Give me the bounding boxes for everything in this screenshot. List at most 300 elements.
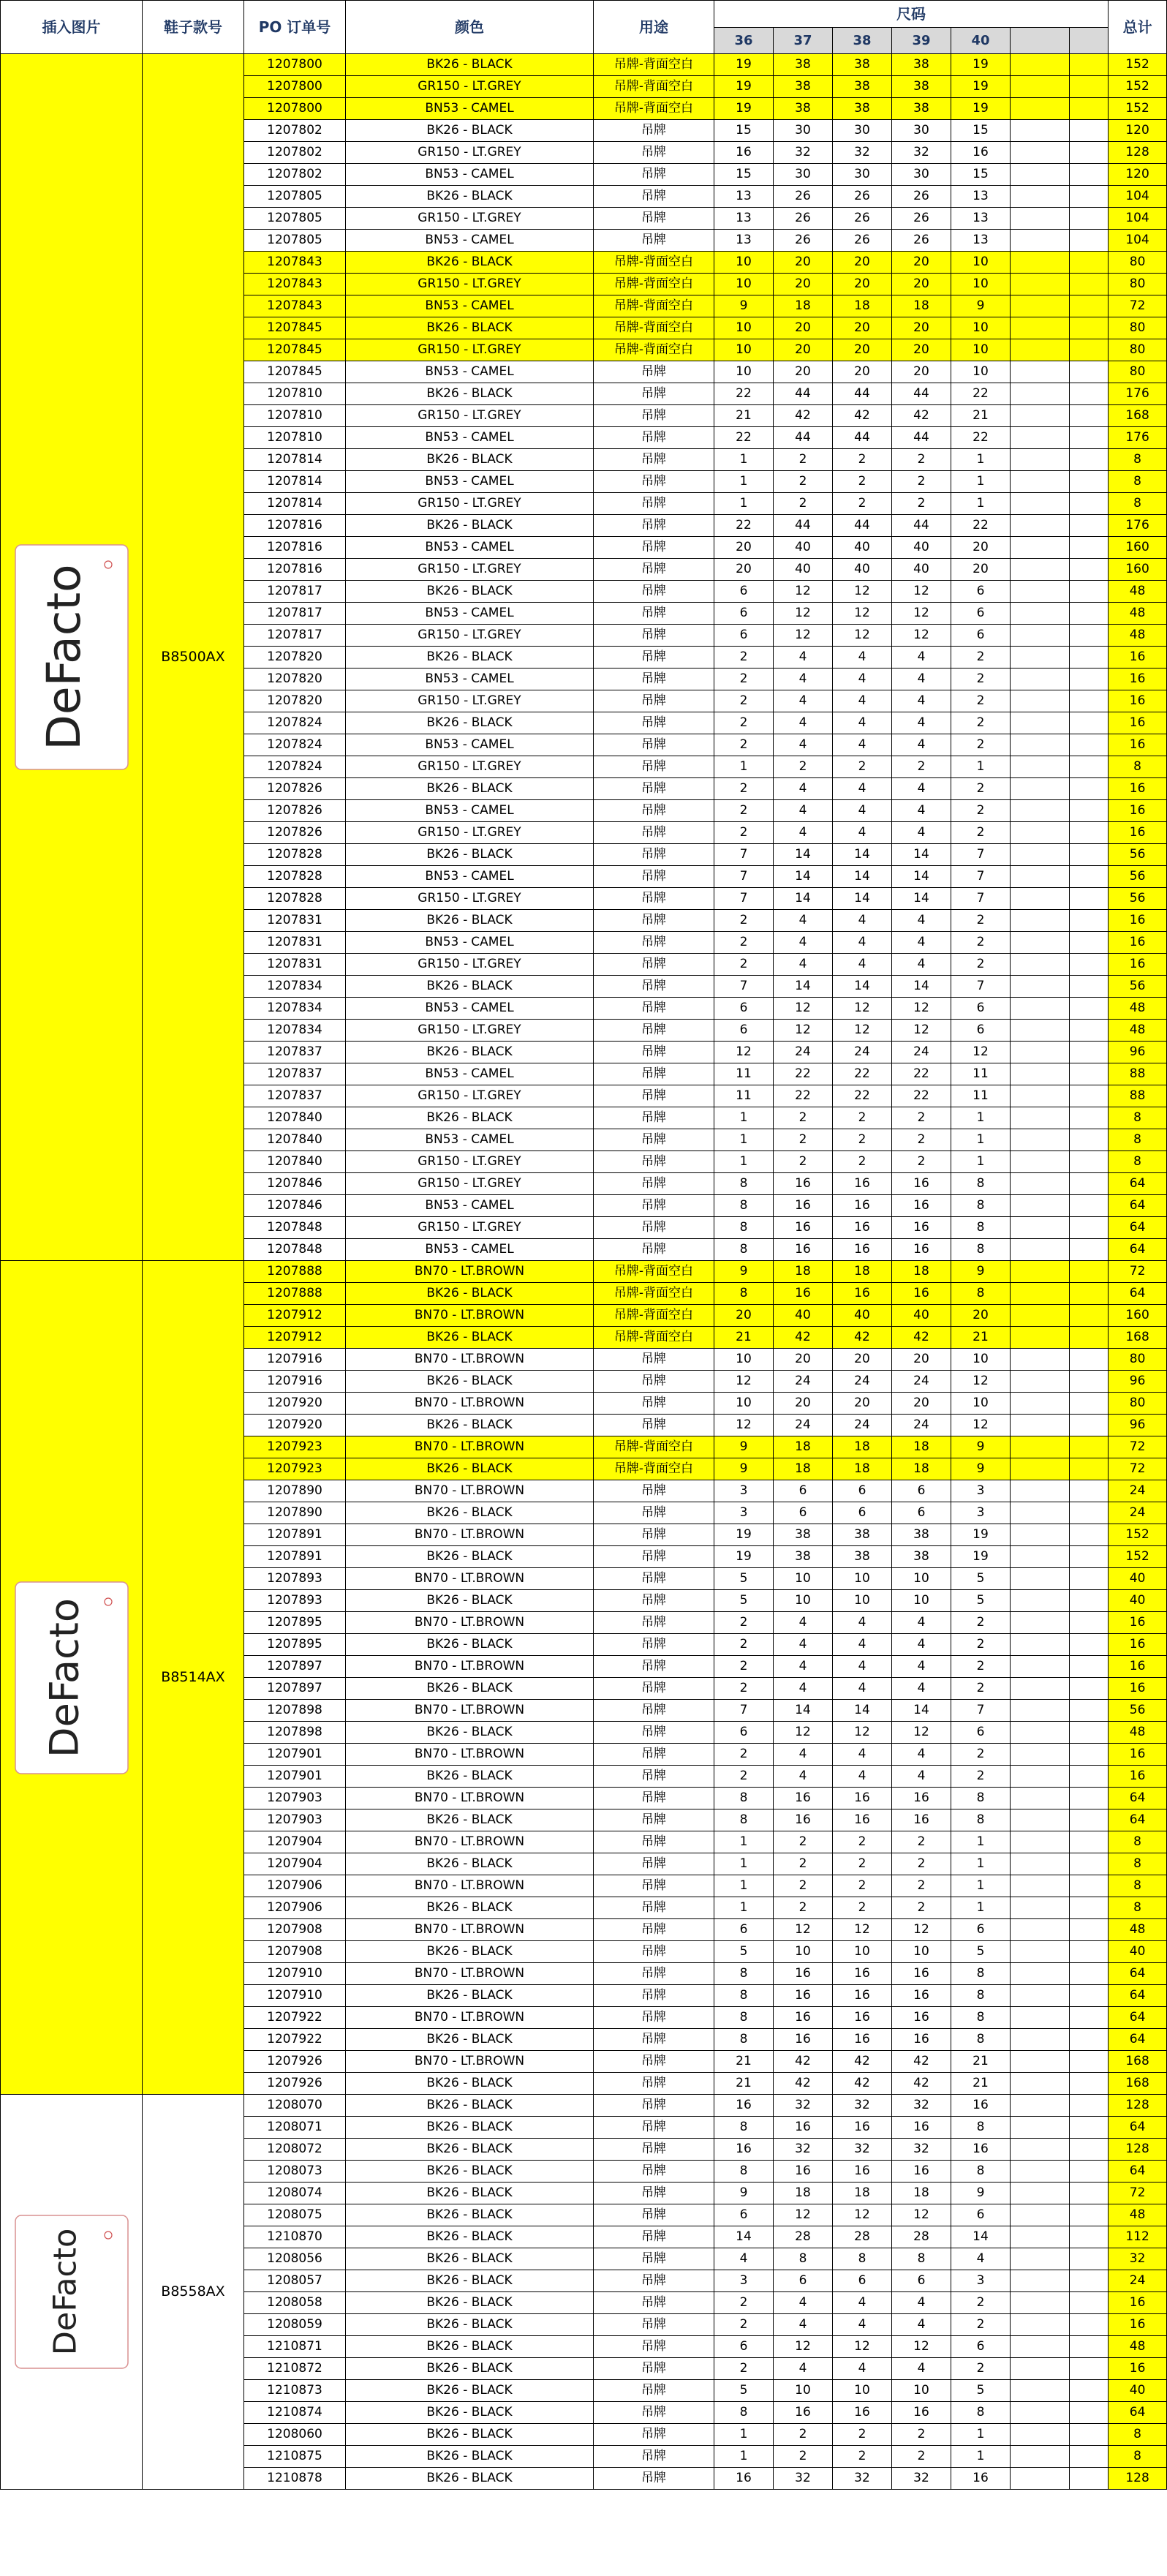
qty-size-36: 6 <box>714 2204 774 2226</box>
qty-blank-2 <box>1070 405 1109 427</box>
qty-size-40: 11 <box>951 1085 1011 1107</box>
header-picture: 插入图片 <box>1 1 143 54</box>
qty-size-40: 2 <box>951 2358 1011 2380</box>
qty-size-36: 2 <box>714 734 774 756</box>
usage-cell: 吊牌 <box>594 976 714 998</box>
picture-cell <box>1 54 143 1261</box>
po-cell: 1208071 <box>244 2117 346 2139</box>
qty-size-37: 14 <box>774 866 833 888</box>
qty-blank-1 <box>1011 1809 1070 1831</box>
qty-size-40: 7 <box>951 1700 1011 1722</box>
qty-size-39: 4 <box>892 712 951 734</box>
qty-size-40: 2 <box>951 1634 1011 1656</box>
qty-size-38: 12 <box>833 1919 892 1941</box>
color-cell: BK26 - BLACK <box>346 1897 594 1919</box>
po-cell: 1207895 <box>244 1612 346 1634</box>
qty-blank-2 <box>1070 2380 1109 2402</box>
qty-size-38: 22 <box>833 1063 892 1085</box>
qty-blank-1 <box>1011 1744 1070 1766</box>
qty-size-39: 16 <box>892 1985 951 2007</box>
po-cell: 1207816 <box>244 559 346 581</box>
total-cell: 176 <box>1109 383 1167 405</box>
qty-size-37: 2 <box>774 1107 833 1129</box>
qty-size-37: 4 <box>774 2358 833 2380</box>
qty-size-37: 6 <box>774 2270 833 2292</box>
qty-size-40: 6 <box>951 1919 1011 1941</box>
po-cell: 1207837 <box>244 1063 346 1085</box>
usage-cell: 吊牌 <box>594 361 714 383</box>
qty-size-40: 2 <box>951 1744 1011 1766</box>
qty-size-37: 2 <box>774 2424 833 2446</box>
total-cell: 16 <box>1109 1766 1167 1788</box>
usage-cell: 吊牌 <box>594 1151 714 1173</box>
usage-cell: 吊牌 <box>594 2183 714 2204</box>
color-cell: BK26 - BLACK <box>346 1853 594 1875</box>
qty-size-39: 42 <box>892 405 951 427</box>
qty-size-37: 12 <box>774 603 833 625</box>
usage-cell: 吊牌-背面空白 <box>594 1327 714 1349</box>
qty-blank-1 <box>1011 2007 1070 2029</box>
qty-size-40: 1 <box>951 1875 1011 1897</box>
qty-size-40: 21 <box>951 2051 1011 2073</box>
po-cell: 1207891 <box>244 1546 346 1568</box>
qty-blank-1 <box>1011 976 1070 998</box>
qty-size-38: 4 <box>833 932 892 954</box>
qty-size-38: 2 <box>833 2424 892 2446</box>
qty-blank-1 <box>1011 2204 1070 2226</box>
color-cell: BN53 - CAMEL <box>346 932 594 954</box>
total-cell: 152 <box>1109 98 1167 120</box>
qty-size-39: 18 <box>892 1458 951 1480</box>
total-cell: 80 <box>1109 317 1167 339</box>
po-cell: 1207814 <box>244 449 346 471</box>
usage-cell: 吊牌 <box>594 1085 714 1107</box>
qty-size-40: 2 <box>951 647 1011 669</box>
qty-blank-1 <box>1011 1612 1070 1634</box>
qty-blank-2 <box>1070 2226 1109 2248</box>
qty-size-37: 14 <box>774 1700 833 1722</box>
qty-size-37: 20 <box>774 339 833 361</box>
po-cell: 1208073 <box>244 2161 346 2183</box>
qty-blank-2 <box>1070 1941 1109 1963</box>
qty-size-37: 6 <box>774 1480 833 1502</box>
usage-cell: 吊牌 <box>594 2424 714 2446</box>
total-cell: 56 <box>1109 888 1167 910</box>
qty-size-40: 2 <box>951 690 1011 712</box>
qty-size-38: 2 <box>833 1151 892 1173</box>
color-cell: BK26 - BLACK <box>346 2183 594 2204</box>
usage-cell: 吊牌 <box>594 1042 714 1063</box>
qty-size-36: 21 <box>714 2073 774 2095</box>
qty-size-40: 8 <box>951 1809 1011 1831</box>
qty-size-36: 9 <box>714 2183 774 2204</box>
usage-cell: 吊牌 <box>594 2358 714 2380</box>
po-cell: 1208057 <box>244 2270 346 2292</box>
qty-size-40: 1 <box>951 1129 1011 1151</box>
qty-size-38: 42 <box>833 2073 892 2095</box>
total-cell: 16 <box>1109 734 1167 756</box>
usage-cell: 吊牌 <box>594 1941 714 1963</box>
qty-blank-1 <box>1011 910 1070 932</box>
usage-cell: 吊牌 <box>594 2292 714 2314</box>
qty-size-40: 2 <box>951 712 1011 734</box>
qty-size-36: 22 <box>714 427 774 449</box>
qty-size-39: 4 <box>892 2358 951 2380</box>
qty-blank-2 <box>1070 2358 1109 2380</box>
qty-size-40: 1 <box>951 2424 1011 2446</box>
total-cell: 40 <box>1109 2380 1167 2402</box>
qty-size-37: 2 <box>774 1897 833 1919</box>
total-cell: 112 <box>1109 2226 1167 2248</box>
color-cell: BN53 - CAMEL <box>346 230 594 252</box>
color-cell: BN70 - LT.BROWN <box>346 1788 594 1809</box>
qty-size-38: 18 <box>833 295 892 317</box>
qty-size-39: 6 <box>892 2270 951 2292</box>
total-cell: 8 <box>1109 1151 1167 1173</box>
usage-cell: 吊牌 <box>594 1502 714 1524</box>
qty-size-37: 4 <box>774 2314 833 2336</box>
color-cell: BK26 - BLACK <box>346 2117 594 2139</box>
table-row <box>1 54 1167 76</box>
qty-size-37: 44 <box>774 383 833 405</box>
total-cell: 64 <box>1109 2029 1167 2051</box>
total-cell: 120 <box>1109 120 1167 142</box>
qty-blank-2 <box>1070 954 1109 976</box>
qty-size-36: 10 <box>714 339 774 361</box>
qty-size-36: 2 <box>714 778 774 800</box>
color-cell: BN53 - CAMEL <box>346 471 594 493</box>
total-cell: 88 <box>1109 1063 1167 1085</box>
qty-blank-2 <box>1070 1458 1109 1480</box>
qty-blank-1 <box>1011 1436 1070 1458</box>
qty-size-38: 32 <box>833 2139 892 2161</box>
qty-size-36: 12 <box>714 1415 774 1436</box>
qty-blank-2 <box>1070 274 1109 295</box>
total-cell: 152 <box>1109 76 1167 98</box>
total-cell: 104 <box>1109 208 1167 230</box>
header-total: 总计 <box>1109 1 1167 54</box>
qty-blank-1 <box>1011 2095 1070 2117</box>
color-cell: BK26 - BLACK <box>346 120 594 142</box>
qty-size-40: 1 <box>951 1831 1011 1853</box>
qty-size-36: 2 <box>714 1612 774 1634</box>
po-cell: 1207820 <box>244 669 346 690</box>
total-cell: 80 <box>1109 1349 1167 1371</box>
qty-size-37: 38 <box>774 1546 833 1568</box>
qty-size-39: 18 <box>892 1261 951 1283</box>
total-cell: 176 <box>1109 515 1167 537</box>
header-style: 鞋子款号 <box>143 1 244 54</box>
qty-size-40: 8 <box>951 1239 1011 1261</box>
qty-size-38: 4 <box>833 2358 892 2380</box>
qty-size-36: 8 <box>714 1809 774 1831</box>
color-cell: BK26 - BLACK <box>346 1107 594 1129</box>
qty-blank-1 <box>1011 1919 1070 1941</box>
qty-size-40: 8 <box>951 1217 1011 1239</box>
usage-cell: 吊牌 <box>594 756 714 778</box>
qty-size-39: 10 <box>892 2380 951 2402</box>
po-cell: 1208056 <box>244 2248 346 2270</box>
qty-size-38: 10 <box>833 1590 892 1612</box>
color-cell: BK26 - BLACK <box>346 1042 594 1063</box>
qty-size-38: 14 <box>833 844 892 866</box>
qty-size-40: 9 <box>951 1458 1011 1480</box>
qty-size-36: 22 <box>714 515 774 537</box>
qty-blank-2 <box>1070 2468 1109 2490</box>
usage-cell: 吊牌 <box>594 712 714 734</box>
qty-blank-1 <box>1011 1107 1070 1129</box>
qty-size-40: 2 <box>951 1678 1011 1700</box>
total-cell: 40 <box>1109 1590 1167 1612</box>
qty-size-36: 8 <box>714 2029 774 2051</box>
qty-size-37: 4 <box>774 954 833 976</box>
qty-size-38: 2 <box>833 1897 892 1919</box>
defacto-hangtag-image <box>13 543 130 772</box>
color-cell: BN70 - LT.BROWN <box>346 1612 594 1634</box>
qty-size-40: 1 <box>951 1107 1011 1129</box>
qty-size-36: 1 <box>714 1897 774 1919</box>
usage-cell: 吊牌-背面空白 <box>594 252 714 274</box>
qty-size-38: 8 <box>833 2248 892 2270</box>
total-cell: 64 <box>1109 2161 1167 2183</box>
qty-size-38: 22 <box>833 1085 892 1107</box>
qty-blank-2 <box>1070 54 1109 76</box>
usage-cell: 吊牌 <box>594 2248 714 2270</box>
picture-cell <box>1 1261 143 2095</box>
color-cell: BK26 - BLACK <box>346 186 594 208</box>
qty-size-38: 20 <box>833 252 892 274</box>
color-cell: BK26 - BLACK <box>346 383 594 405</box>
po-cell: 1207916 <box>244 1371 346 1393</box>
qty-blank-1 <box>1011 998 1070 1020</box>
qty-blank-1 <box>1011 2468 1070 2490</box>
qty-size-40: 21 <box>951 2073 1011 2095</box>
color-cell: BK26 - BLACK <box>346 2358 594 2380</box>
qty-blank-1 <box>1011 1985 1070 2007</box>
qty-size-39: 4 <box>892 647 951 669</box>
color-cell: BN70 - LT.BROWN <box>346 1963 594 1985</box>
total-cell: 152 <box>1109 1546 1167 1568</box>
qty-size-37: 4 <box>774 1612 833 1634</box>
qty-size-37: 20 <box>774 361 833 383</box>
qty-blank-2 <box>1070 493 1109 515</box>
qty-blank-1 <box>1011 800 1070 822</box>
qty-blank-2 <box>1070 208 1109 230</box>
qty-blank-1 <box>1011 1085 1070 1107</box>
qty-size-36: 7 <box>714 844 774 866</box>
qty-size-38: 14 <box>833 888 892 910</box>
qty-size-37: 6 <box>774 1502 833 1524</box>
qty-size-38: 24 <box>833 1042 892 1063</box>
color-cell: BK26 - BLACK <box>346 976 594 998</box>
qty-size-37: 26 <box>774 208 833 230</box>
qty-size-40: 5 <box>951 1590 1011 1612</box>
qty-size-36: 5 <box>714 2380 774 2402</box>
qty-size-36: 2 <box>714 910 774 932</box>
qty-blank-1 <box>1011 2358 1070 2380</box>
qty-size-38: 16 <box>833 1788 892 1809</box>
qty-blank-1 <box>1011 1853 1070 1875</box>
qty-blank-1 <box>1011 2336 1070 2358</box>
qty-size-39: 14 <box>892 1700 951 1722</box>
qty-size-37: 4 <box>774 2292 833 2314</box>
qty-blank-2 <box>1070 1020 1109 1042</box>
qty-size-37: 30 <box>774 164 833 186</box>
defacto-hangtag-image <box>13 2213 130 2370</box>
qty-size-40: 1 <box>951 1897 1011 1919</box>
qty-size-36: 9 <box>714 1436 774 1458</box>
usage-cell: 吊牌 <box>594 954 714 976</box>
qty-blank-2 <box>1070 2446 1109 2468</box>
total-cell: 168 <box>1109 2051 1167 2073</box>
qty-size-37: 16 <box>774 1788 833 1809</box>
po-cell: 1207891 <box>244 1524 346 1546</box>
color-cell: BK26 - BLACK <box>346 844 594 866</box>
usage-cell: 吊牌 <box>594 1634 714 1656</box>
qty-size-36: 6 <box>714 581 774 603</box>
qty-size-40: 10 <box>951 317 1011 339</box>
po-cell: 1207890 <box>244 1502 346 1524</box>
qty-blank-2 <box>1070 2139 1109 2161</box>
qty-size-37: 2 <box>774 1853 833 1875</box>
po-cell: 1207814 <box>244 471 346 493</box>
qty-size-37: 12 <box>774 625 833 647</box>
qty-blank-1 <box>1011 1634 1070 1656</box>
qty-size-37: 12 <box>774 1919 833 1941</box>
qty-blank-2 <box>1070 252 1109 274</box>
qty-blank-2 <box>1070 559 1109 581</box>
po-cell: 1208074 <box>244 2183 346 2204</box>
defacto-logo-text: DeFacto <box>37 564 91 750</box>
qty-blank-1 <box>1011 1349 1070 1371</box>
qty-blank-2 <box>1070 888 1109 910</box>
color-cell: BK26 - BLACK <box>346 2095 594 2117</box>
po-cell: 1207802 <box>244 164 346 186</box>
qty-size-39: 4 <box>892 1634 951 1656</box>
qty-size-36: 15 <box>714 120 774 142</box>
qty-blank-2 <box>1070 449 1109 471</box>
total-cell: 152 <box>1109 1524 1167 1546</box>
qty-size-37: 38 <box>774 98 833 120</box>
qty-size-38: 40 <box>833 537 892 559</box>
color-cell: BN53 - CAMEL <box>346 537 594 559</box>
qty-size-37: 16 <box>774 1283 833 1305</box>
total-cell: 80 <box>1109 339 1167 361</box>
qty-blank-2 <box>1070 1107 1109 1129</box>
qty-blank-1 <box>1011 1963 1070 1985</box>
qty-blank-2 <box>1070 1766 1109 1788</box>
qty-size-40: 6 <box>951 1020 1011 1042</box>
qty-blank-1 <box>1011 186 1070 208</box>
color-cell: BK26 - BLACK <box>346 2248 594 2270</box>
qty-size-39: 4 <box>892 910 951 932</box>
qty-blank-2 <box>1070 2314 1109 2336</box>
po-cell: 1207845 <box>244 317 346 339</box>
qty-size-36: 9 <box>714 1458 774 1480</box>
po-cell: 1207898 <box>244 1722 346 1744</box>
qty-size-38: 14 <box>833 1700 892 1722</box>
qty-blank-2 <box>1070 1612 1109 1634</box>
usage-cell: 吊牌-背面空白 <box>594 339 714 361</box>
qty-size-39: 18 <box>892 295 951 317</box>
total-cell: 8 <box>1109 493 1167 515</box>
color-cell: BK26 - BLACK <box>346 2139 594 2161</box>
defacto-hangtag-image <box>13 1580 130 1776</box>
color-cell: BN70 - LT.BROWN <box>346 2051 594 2073</box>
qty-size-38: 2 <box>833 2446 892 2468</box>
qty-blank-1 <box>1011 2248 1070 2270</box>
qty-blank-1 <box>1011 844 1070 866</box>
po-cell: 1207910 <box>244 1985 346 2007</box>
qty-size-40: 5 <box>951 2380 1011 2402</box>
qty-blank-2 <box>1070 1393 1109 1415</box>
qty-size-39: 2 <box>892 2424 951 2446</box>
total-cell: 168 <box>1109 405 1167 427</box>
total-cell: 168 <box>1109 2073 1167 2095</box>
qty-blank-2 <box>1070 669 1109 690</box>
usage-cell: 吊牌 <box>594 2468 714 2490</box>
po-cell: 1207834 <box>244 976 346 998</box>
qty-blank-1 <box>1011 120 1070 142</box>
qty-size-37: 2 <box>774 756 833 778</box>
total-cell: 88 <box>1109 1085 1167 1107</box>
qty-blank-2 <box>1070 230 1109 252</box>
color-cell: BN70 - LT.BROWN <box>346 1349 594 1371</box>
qty-size-40: 19 <box>951 98 1011 120</box>
qty-blank-2 <box>1070 2270 1109 2292</box>
usage-cell: 吊牌-背面空白 <box>594 1261 714 1283</box>
qty-size-39: 4 <box>892 822 951 844</box>
qty-blank-2 <box>1070 1700 1109 1722</box>
usage-cell: 吊牌 <box>594 120 714 142</box>
qty-blank-2 <box>1070 142 1109 164</box>
color-cell: BN70 - LT.BROWN <box>346 1831 594 1853</box>
qty-size-37: 22 <box>774 1063 833 1085</box>
usage-cell: 吊牌 <box>594 932 714 954</box>
qty-size-36: 8 <box>714 1283 774 1305</box>
usage-cell: 吊牌 <box>594 1897 714 1919</box>
qty-blank-2 <box>1070 1963 1109 1985</box>
qty-blank-2 <box>1070 1063 1109 1085</box>
qty-blank-2 <box>1070 317 1109 339</box>
color-cell: BN70 - LT.BROWN <box>346 1436 594 1458</box>
total-cell: 160 <box>1109 1305 1167 1327</box>
total-cell: 16 <box>1109 932 1167 954</box>
qty-size-39: 12 <box>892 1722 951 1744</box>
qty-size-37: 12 <box>774 581 833 603</box>
color-cell: BN53 - CAMEL <box>346 1129 594 1151</box>
usage-cell: 吊牌 <box>594 1700 714 1722</box>
qty-size-38: 4 <box>833 647 892 669</box>
qty-size-38: 20 <box>833 339 892 361</box>
order-rows <box>1 54 1167 2490</box>
qty-blank-2 <box>1070 2161 1109 2183</box>
color-cell: BK26 - BLACK <box>346 317 594 339</box>
po-cell: 1207923 <box>244 1458 346 1480</box>
qty-size-40: 22 <box>951 427 1011 449</box>
qty-size-37: 12 <box>774 2204 833 2226</box>
qty-size-38: 6 <box>833 2270 892 2292</box>
qty-blank-1 <box>1011 471 1070 493</box>
color-cell: GR150 - LT.GREY <box>346 822 594 844</box>
qty-size-36: 10 <box>714 274 774 295</box>
qty-size-39: 24 <box>892 1415 951 1436</box>
color-cell: BK26 - BLACK <box>346 1502 594 1524</box>
qty-size-37: 2 <box>774 1831 833 1853</box>
color-cell: BN70 - LT.BROWN <box>346 1700 594 1722</box>
color-cell: GR150 - LT.GREY <box>346 142 594 164</box>
qty-size-36: 8 <box>714 1239 774 1261</box>
